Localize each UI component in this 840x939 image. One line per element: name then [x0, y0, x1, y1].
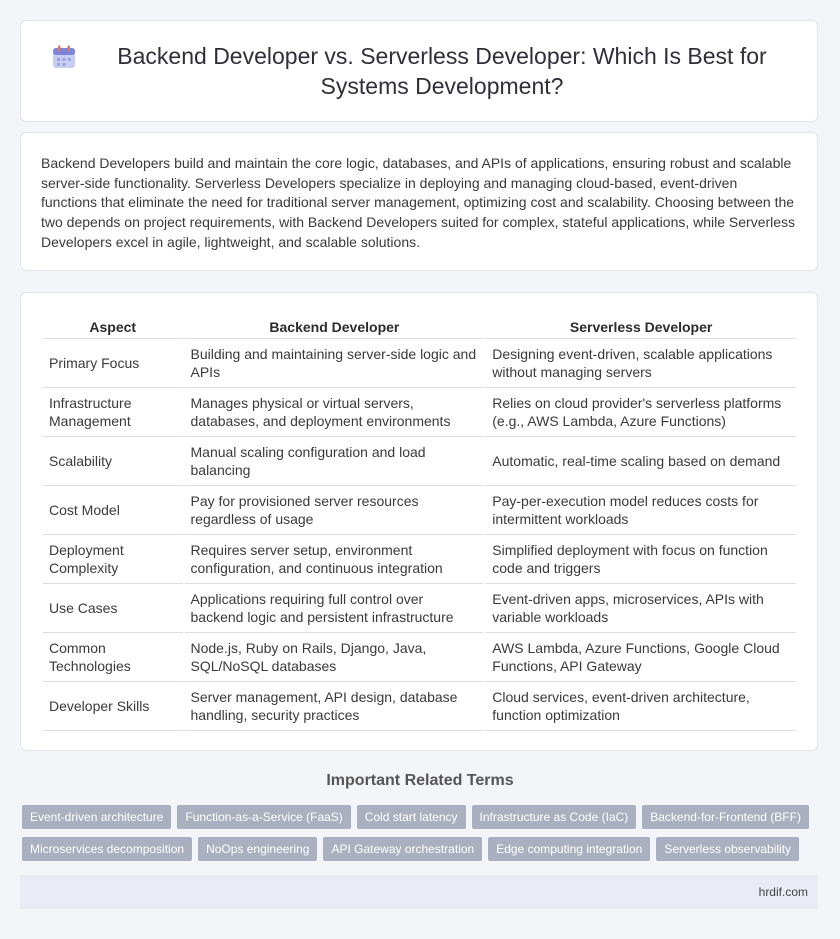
row-aspect: Use Cases [43, 584, 183, 633]
table-row [43, 486, 796, 535]
related-term-tag[interactable]: Event-driven architecture [22, 805, 171, 829]
page-title: Backend Developer vs. Serverless Developer: Which Is Best for Systems Development? [117, 43, 767, 99]
related-term-tag[interactable]: API Gateway orchestration [323, 837, 482, 861]
row-backend: Requires server setup, environment configuration, and continuous integration [185, 535, 485, 584]
row-aspect: Developer Skills [43, 682, 183, 731]
related-term-tag[interactable]: NoOps engineering [198, 837, 317, 861]
footer [20, 875, 818, 909]
row-serverless: Event-driven apps, microservices, APIs with variable workloads [486, 584, 796, 633]
header-backend: Backend Developer [185, 315, 485, 339]
row-backend: Pay for provisioned server resources regardless of usage [185, 486, 485, 535]
row-backend: Building and maintaining server-side logic and APIs [185, 339, 485, 388]
header-aspect: Aspect [43, 315, 183, 339]
row-backend: Manages physical or virtual servers, databases, and deployment environments [185, 388, 485, 437]
row-backend: Manual scaling configuration and load balancing [185, 437, 485, 486]
comparison-table [41, 315, 798, 731]
intro-card [20, 132, 818, 271]
row-serverless: Relies on cloud provider's serverless platforms (e.g., AWS Lambda, Azure Functions) [486, 388, 796, 437]
related-term-tag[interactable]: Backend-for-Frontend (BFF) [642, 805, 809, 829]
row-serverless: Automatic, real-time scaling based on demand [486, 437, 796, 486]
table-row [43, 339, 796, 388]
related-term-tag[interactable]: Infrastructure as Code (IaC) [472, 805, 637, 829]
row-serverless: AWS Lambda, Azure Functions, Google Cloud Functions, API Gateway [486, 633, 796, 682]
row-backend: Applications requiring full control over backend logic and persistent infrastructure [185, 584, 485, 633]
row-aspect: Common Technologies [43, 633, 183, 682]
row-aspect: Primary Focus [43, 339, 183, 388]
related-terms-list [22, 805, 822, 861]
footer-site-link[interactable]: hrdif.com [758, 885, 808, 899]
row-serverless: Designing event-driven, scalable applications without managing servers [486, 339, 796, 388]
table-header-row [43, 315, 796, 339]
table-row [43, 535, 796, 584]
row-aspect: Deployment Complexity [43, 535, 183, 584]
row-aspect: Infrastructure Management [43, 388, 183, 437]
row-aspect: Scalability [43, 437, 183, 486]
table-row [43, 437, 796, 486]
related-terms-title: Important Related Terms [326, 772, 514, 789]
table-row [43, 388, 796, 437]
row-serverless: Pay-per-execution model reduces costs for intermittent workloads [486, 486, 796, 535]
comparison-table-card [20, 292, 818, 751]
related-term-tag[interactable]: Serverless observability [656, 837, 799, 861]
title-card [20, 20, 818, 122]
row-backend: Node.js, Ruby on Rails, Django, Java, SQL/NoSQL databases [185, 633, 485, 682]
table-row [43, 682, 796, 731]
related-term-tag[interactable]: Function-as-a-Service (FaaS) [177, 805, 350, 829]
row-aspect: Cost Model [43, 486, 183, 535]
row-backend: Server management, API design, database handling, security practices [185, 682, 485, 731]
calendar-icon [51, 44, 77, 70]
intro-paragraph: Backend Developers build and maintain the core logic, databases, and APIs of applications, ensuring robust and scalable server-side functionality. Serverless Developers specialize in deploying and managing cloud-based, event-driven functions that eliminate the need for traditional server management, optimizing cost and scalability. Choosing between the two depends on project requirements, with Backend Developers suited for complex, stateful applications, while Serverless Developers excel in agile, lightweight, and scalable solutions. [41, 155, 796, 250]
row-serverless: Simplified deployment with focus on function code and triggers [486, 535, 796, 584]
table-row [43, 584, 796, 633]
related-term-tag[interactable]: Cold start latency [357, 805, 466, 829]
title-wrap [21, 21, 817, 121]
related-term-tag[interactable]: Edge computing integration [488, 837, 650, 861]
related-term-tag[interactable]: Microservices decomposition [22, 837, 192, 861]
row-serverless: Cloud services, event-driven architecture, function optimization [486, 682, 796, 731]
header-serverless: Serverless Developer [486, 315, 796, 339]
table-row [43, 633, 796, 682]
